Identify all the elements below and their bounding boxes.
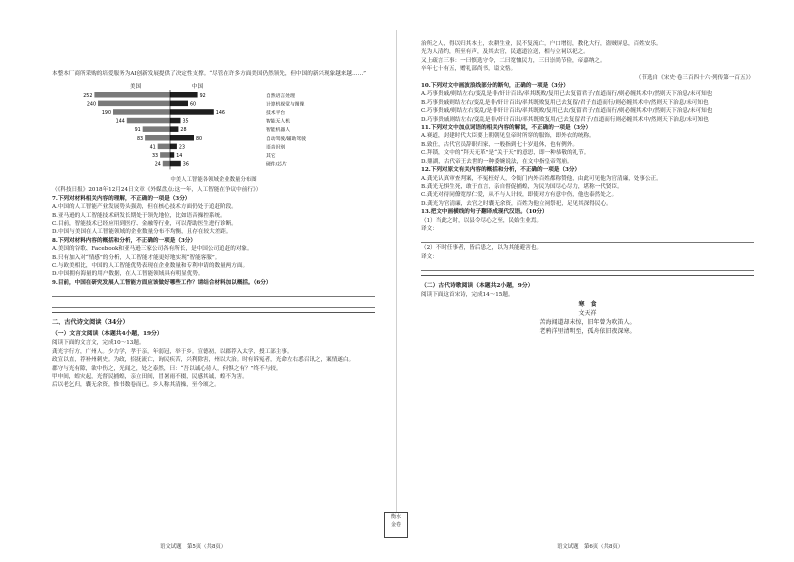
bar-cn (170, 161, 181, 167)
passage-paragraph: 后以老乞归，囊无余资，惟书数卷而已。乡人称其清操，至今颂之。 (52, 382, 220, 389)
question-7-option-a: A.中国的人工智能产业发展势头强劲，但在核心技术方面仍处于追赶阶段。 (52, 204, 237, 211)
question-12-option-d: D.龚光为官清廉，去官之时囊无余资，百姓为他立祠祭祀，足见其深得民心。 (421, 200, 612, 207)
bar-us (113, 110, 170, 116)
value-label-cn: 35 (182, 120, 189, 126)
bar-us (145, 135, 170, 141)
value-label-cn: 92 (199, 94, 206, 100)
bar-cn (170, 101, 188, 107)
subsection-heading: （二）古代诗歌阅读（本题共2小题，9分） (421, 283, 534, 290)
question-7-option-b: B.亚马逊的人工智能技术研发长期处于领先地位，比如语音操控系统。 (52, 212, 226, 219)
section-divider (421, 275, 754, 276)
answer-line[interactable] (52, 298, 375, 308)
question-12-stem: 12.下列对原文有关内容的概括和分析，不正确的一项是（3分） (421, 167, 581, 174)
chart-caption: 中美人工智能各领域企业数量分布图 (170, 177, 257, 184)
question-11-option-c: C.拜锁，文中的“拜天无革”是“关于天”的意思，即一种恭敬的礼节。 (421, 150, 590, 157)
answer-line[interactable] (52, 287, 375, 297)
bar-us (94, 92, 170, 98)
value-label-us: 190 (101, 111, 111, 117)
question-8-option-c: C.与欧美相比，中国的人工智能优势表现在企业数量和专利申请的数量两方面。 (52, 263, 249, 270)
question-12-option-a: A.龚光认真审查判案，不冤枉好人，令衙门内外百姓都称赞他，由此可见他为官清廉，处事公正。 (421, 175, 662, 182)
source-note: （节选自《宋史·卷三百四十六·列传第一百五》） (635, 74, 754, 81)
value-label-us: 41 (149, 145, 156, 151)
section-heading: 二、古代诗文阅读（34分） (52, 319, 129, 327)
passage-paragraph: 龚光字行方，广州人。少力学，孝于亲，年弱冠，举于乡。宣德初，以郡荐入太学，授工部主事。 (52, 348, 293, 355)
poem-author: 文天祥 (578, 309, 597, 317)
question-10-option-d: D.巧事贵戚则结左右/变乱是非/奸计百出/率其既败复用/已去复留君子/直道而行则必缠其术中/然则天下治息/未可知也 (421, 116, 709, 123)
question-7-option-d: D.中国与美国在人工智能领域的企业数量分布不均衡，且存在较大差距。 (52, 229, 232, 236)
value-label-us: 91 (134, 128, 141, 134)
value-label-cn: 28 (180, 128, 187, 134)
bar-cn (170, 110, 214, 116)
passage-paragraph: 治所之人，得以归其本土，农耕生业，民不复流亡，户口增衍，教化大行，盗贼屏息，百姓安乐。 (421, 41, 662, 47)
value-label-cn: 60 (190, 102, 197, 108)
translation-sentence-2: （2）不时任事者，皆后患之，以为其能避害也。 (421, 245, 543, 252)
value-label-cn: 14 (176, 154, 183, 160)
category-label: 计算机视觉与图像 (266, 102, 305, 108)
question-12-option-c: C.龚光对待同僚宽厚仁爱，从不与人计较，即使对方有意中伤，他也泰然处之。 (421, 192, 618, 199)
instruction-text: 阅读下面的文言文，完成10～13题。 (52, 340, 145, 347)
question-10-option-a: A.巧事贵戚/则结左右/变乱是非/奸计百出/率其既败/复用已去复留君子/直道而行/则必缠其术中/然则天下治息/未可知也 (421, 91, 713, 98)
question-8-stem: 8.下列对材料内容的概括和分析，不正确的一项是（3分） (52, 237, 196, 244)
bar-chart (52, 80, 375, 172)
category-label: 智能机器人 (266, 128, 290, 134)
question-8-option-b: B.只有加入对“情感”的分析，人工智能才能更好地实现“智能客服”。 (52, 254, 221, 261)
bar-cn (170, 92, 198, 98)
category-label: 硬件/芯片 (266, 163, 287, 169)
bar-cn (170, 118, 181, 124)
category-label: 自动驾驶/辅助驾驶 (266, 137, 306, 143)
question-10-option-b: B.巧事贵戚则结左右/变乱是非/奸计百出/率其既败复用已去复留/君子直道而行/则必缠其术中/然则天下治息/未可知也 (421, 99, 709, 106)
bar-cn (170, 153, 174, 159)
answer-line[interactable] (421, 233, 754, 243)
question-11-option-a: A.赛道，封建时代大臣要上朝朝见皇帝时所穿的服饰，即外衣的统称。 (421, 133, 595, 140)
value-label-us: 144 (115, 120, 125, 126)
question-11-option-b: B.致仕，古代官员辞职归家，一般指到七十岁退休，也有例外。 (421, 141, 578, 148)
section-divider (52, 312, 375, 313)
value-label-us: 24 (154, 163, 161, 169)
page-footer: 语文试题 第6页（共8页） (557, 544, 624, 550)
subsection-heading: （一）文言文阅读（本题共4小题，19分） (52, 331, 163, 338)
publisher-stamp-logo: 衡水 金卷 (384, 512, 408, 538)
legend-us: 美国 (130, 84, 142, 91)
bar-cn (170, 127, 178, 132)
question-7-stem: 7.下列对材料相关内容的理解，不正确的一项是（3分） (52, 195, 191, 202)
value-label-cn: 146 (215, 111, 225, 117)
passage-paragraph: 卒年七十有五，赠礼部尚书，谥文恪。 (421, 66, 517, 73)
question-9-stem: 9.目前，中国在研究发展人工智能方面应该做好哪些工作？请结合材料加以概括。（6分） (52, 279, 272, 286)
intro-paragraph: 本整本厂商所采购的培爱服务为AI创新发展提供了决定性支撑。“尽管在许多方面美国仍然领先，但中国的新兴现象越来越……” (52, 71, 367, 77)
passage-paragraph: 甲申间，蝗灾起，光督民捕蝗，亲立田间，冒暑雨不辍，民感其诚，蝗不为害。 (52, 373, 248, 380)
legend-cn: 中国 (192, 84, 204, 91)
value-label-cn: 36 (182, 163, 189, 169)
question-10-option-c: C.巧事贵戚/则结左右变乱/是非奸计百出/率其既败/复用已去/复留君子/直道而行/则必缠其术中/然则天下治息/未可知也 (421, 108, 713, 115)
question-13-stem: 13.把文中画横线的句子翻译成现代汉语。（10分） (421, 209, 548, 216)
translation-label: 译文： (421, 253, 438, 260)
bar-cn (170, 135, 194, 141)
value-label-us: 83 (136, 137, 144, 143)
passage-paragraph: 又上疏言三事：一曰慎选守令，二曰宽恤民力，三曰崇尚节俭，帝嘉纳之。 (421, 57, 606, 64)
question-10-stem: 10.下列对文中画波浪线部分的断句，正确的一项是（3分） (421, 83, 569, 90)
poem-title: 寒 食 (578, 300, 597, 308)
value-label-cn: 23 (178, 145, 186, 151)
category-label: 其它 (266, 154, 276, 160)
passage-paragraph: 光为人清约，所至有声，及其去官，民遮道泣送，相与立祠以祀之。 (421, 49, 589, 56)
value-label-us: 240 (86, 102, 96, 108)
value-label-us: 252 (83, 94, 93, 100)
category-label: 语音识别 (266, 145, 286, 151)
bar-us (163, 161, 170, 167)
poem-line: 老鸦洋里清明至，孤舟依旧夜深寒。 (539, 327, 636, 335)
question-11-option-d: D.鼎湖，古代帝王去世的一种委婉说法，在文中指皇帝驾崩。 (421, 158, 573, 165)
translation-label: 译文： (421, 225, 438, 232)
page-footer: 语文试题 第5页（共8页） (160, 544, 227, 550)
bar-us (127, 118, 170, 124)
value-label-us: 33 (151, 154, 159, 160)
question-11-stem: 11.下列对文中加点词语的相关内容的解说，不正确的一项是（3分） (421, 125, 592, 132)
question-7-option-c: C.目前，智能技术已经应用到医疗、金融等行业，可以帮助医生进行诊断。 (52, 221, 237, 228)
category-label: 技术平台 (266, 111, 286, 117)
category-label: 智能无人机 (266, 120, 290, 126)
question-8-option-a: A.美国的谷歌、Facebook和亚马逊三家公司各有所长，是中国公司追赶的对象。 (52, 246, 253, 253)
bar-us (160, 153, 170, 159)
answer-line[interactable] (421, 261, 754, 271)
poem-line: 苦海闻道却未惊，旧年曾为吹笛人。 (539, 318, 636, 326)
translation-sentence-1: （1）当此之时，以县令尽心之至，民始生业焉。 (421, 217, 543, 224)
category-label: 自然语言处理 (266, 94, 295, 100)
bar-us (143, 127, 170, 132)
bar-us (158, 144, 170, 150)
bar-us (98, 101, 170, 107)
passage-paragraph: 政宣以直，荐补州刺史。为政，招抚流亡，询民疾苦，兴利除害，州以大治。时有诉冤者，光命左右悉召讯之，案情遂白。 (52, 357, 355, 364)
question-12-option-b: B.龚光无惧生死，敢于直言，亲自督促捕蝗，为民为国尽心尽力，堪称一代贤臣。 (421, 183, 623, 190)
chart-svg (52, 80, 372, 172)
question-8-option-d: D.中国拥有海量的用户数据，在人工智能领域具有明显优势。 (52, 271, 204, 278)
instruction-text: 阅读下面这首宋诗，完成14～15题。 (421, 292, 514, 299)
bar-cn (170, 144, 177, 150)
value-label-cn: 80 (196, 137, 203, 143)
right-page (397, 0, 794, 562)
source-note: （《科技日报》2018年12月24日文章《外媒盘点:这一年，人工智能在争议中前行》） (52, 187, 262, 194)
passage-paragraph: 郡守与光有隙，欲中伤之，光闻之，处之泰然，曰：“吾以诚心待人，何惧之有？”终不与较。 (52, 365, 282, 372)
